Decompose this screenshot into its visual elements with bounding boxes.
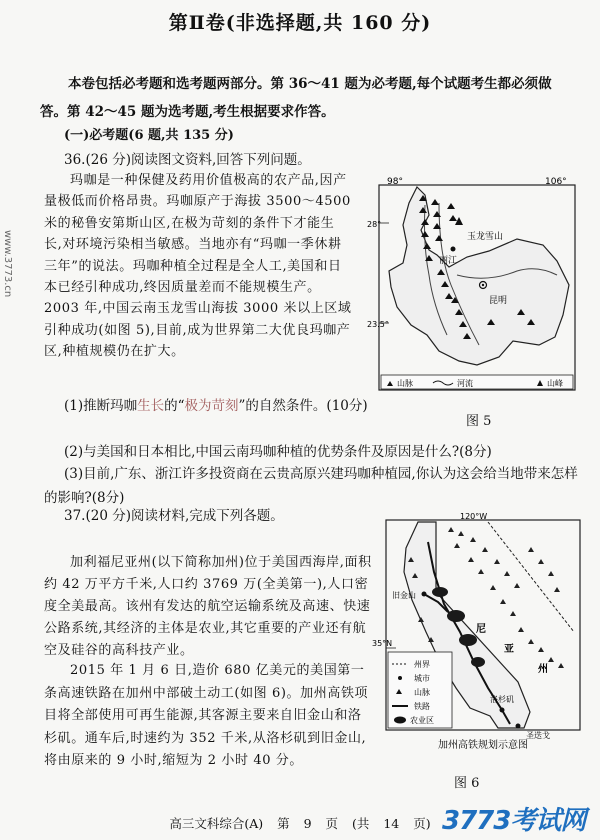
fig6-lon: 120°W	[460, 512, 488, 521]
q36-sub1-highlight2: 极为苛刻	[184, 398, 239, 414]
fig5-map	[367, 175, 587, 410]
fig5-lat-bottom: 23.5°	[367, 320, 389, 329]
fig6-caption: 图 6	[454, 776, 480, 791]
q36-sub2	[44, 440, 584, 464]
legend-agri: 农业区	[410, 716, 434, 725]
lijiang-marker	[451, 247, 456, 252]
sf-marker	[422, 592, 427, 597]
legend-peak: 山峰	[547, 379, 563, 388]
q37-header: 37.(20 分)阅读材料,完成下列各题。	[64, 508, 284, 524]
q36-sub3-text: (3)目前,广东、浙江许多投资商在云贵高原兴建玛咖种植园,你认为这会给当地带来怎样的影响?(8分)	[44, 466, 578, 506]
fig6-label-zhou: 州	[538, 664, 548, 675]
fig5-label-lijiang: 丽江	[439, 256, 458, 266]
section-heading: (一)必考题(6 题,共 135 分)	[64, 128, 234, 143]
q36-passage	[44, 170, 352, 363]
fig5-label-mountain: 玉龙雪山	[467, 232, 504, 242]
fig6-label-ya: 亚	[504, 644, 514, 655]
legend-railway: 铁路	[414, 702, 430, 711]
page-title: 第Ⅱ卷(非选择题,共 160 分)	[168, 12, 432, 34]
page-footer: 高三文科综合(A) 第 9 页 (共 14 页)	[169, 816, 431, 831]
sd-marker	[516, 724, 521, 729]
q36-sub2-text: (2)与美国和日本相比,中国云南玛咖种植的优势条件及原因是什么?(8分)	[64, 444, 492, 460]
q36-sub1-highlight: 生长	[137, 398, 165, 414]
fig6-label-sd: 圣迭戈	[526, 731, 550, 740]
instructions: 本卷包括必考题和选考题两部分。第 36～41 题为必考题,每个试题考生都必须做答。第 42～45 题为选考题,考生根据要求作答。	[40, 76, 552, 120]
fig6-label-sf: 旧金山	[392, 591, 416, 600]
q36-sub1-b: 的“	[164, 398, 185, 414]
fig5-lon-right: 106°	[545, 177, 567, 187]
q37-para2: 2015 年 1 月 6 日,造价 680 亿美元的美国第一条高速铁路在加州中部破土动工(如图 6)。加州高铁项目将全部使用可再生能源,其客源主要来自旧金山和洛杉矶。通车后,时速约为 352 千米,从洛杉矶到旧金山,将由原来的 9 小时,缩短为 2 小时 40 分。	[44, 663, 369, 768]
fig5-lat-top: 28°	[367, 220, 382, 229]
site-watermark: 3773考试网	[442, 806, 586, 836]
legend-river: 河流	[457, 379, 473, 388]
fig6-label-la: 洛杉矶	[490, 695, 514, 704]
q36-sub1-c: ”的自然条件。(10分)	[238, 398, 368, 414]
la-marker	[500, 708, 505, 713]
yunnan-outline	[389, 187, 569, 365]
fig6-legend	[388, 652, 452, 728]
legend-city: 城市	[414, 674, 430, 683]
fig6-map	[372, 512, 588, 752]
fig6-label-ni: 尼	[476, 624, 486, 635]
q36-sub1-a: (1)推断玛咖	[64, 398, 138, 414]
q36-header: 36.(26 分)阅读图文资料,回答下列问题。	[64, 152, 311, 168]
q36-passage-text: 玛咖是一种保健及药用价值极高的农产品,因产量极低而价格昂贵。玛咖原产于海拔 3500～4500 米的秘鲁安第斯山区,在极为苛刻的条件下才能生长,对环境污染相当敏感。当地亦有“玛咖一季休耕三年”的说法。玛咖种植全过程是全人工,美国和日本已经引种成功,终因质量差而不能规模生产。2003 年,中国云南玉龙雪山海拔 3000 米以上区域引种成功(如图 5),目前,成为世界第二大优良玛咖产区,种植规模仍在扩大。	[44, 173, 352, 360]
fig5-label-kunming: 昆明	[489, 296, 508, 306]
fig5-caption: 图 5	[466, 414, 492, 429]
side-watermark: www.3773.cn	[2, 230, 13, 298]
legend-mountain6: 山脉	[414, 688, 430, 697]
legend-state-line: 州界	[414, 660, 430, 669]
fig5-legend	[381, 375, 573, 389]
fig6-lat: 35°N	[372, 639, 393, 648]
state-boundary	[488, 522, 574, 632]
fig6-map-title: 加州高铁规划示意图	[438, 740, 528, 751]
legend-mountain: 山脉	[397, 379, 413, 388]
q36-sub3	[44, 462, 584, 510]
fig5-lon-left: 98°	[387, 177, 403, 187]
q37-para1: 加利福尼亚州(以下简称加州)位于美国西海岸,面积约 42 万平方千米,人口约 3769 万(全美第一),人口密度全美最高。该州有发达的航空运输系统及高速、快速公路系统,其经济的主体是农业,其它重要的产业还有航空及硅谷的高科技产业。	[44, 555, 372, 658]
